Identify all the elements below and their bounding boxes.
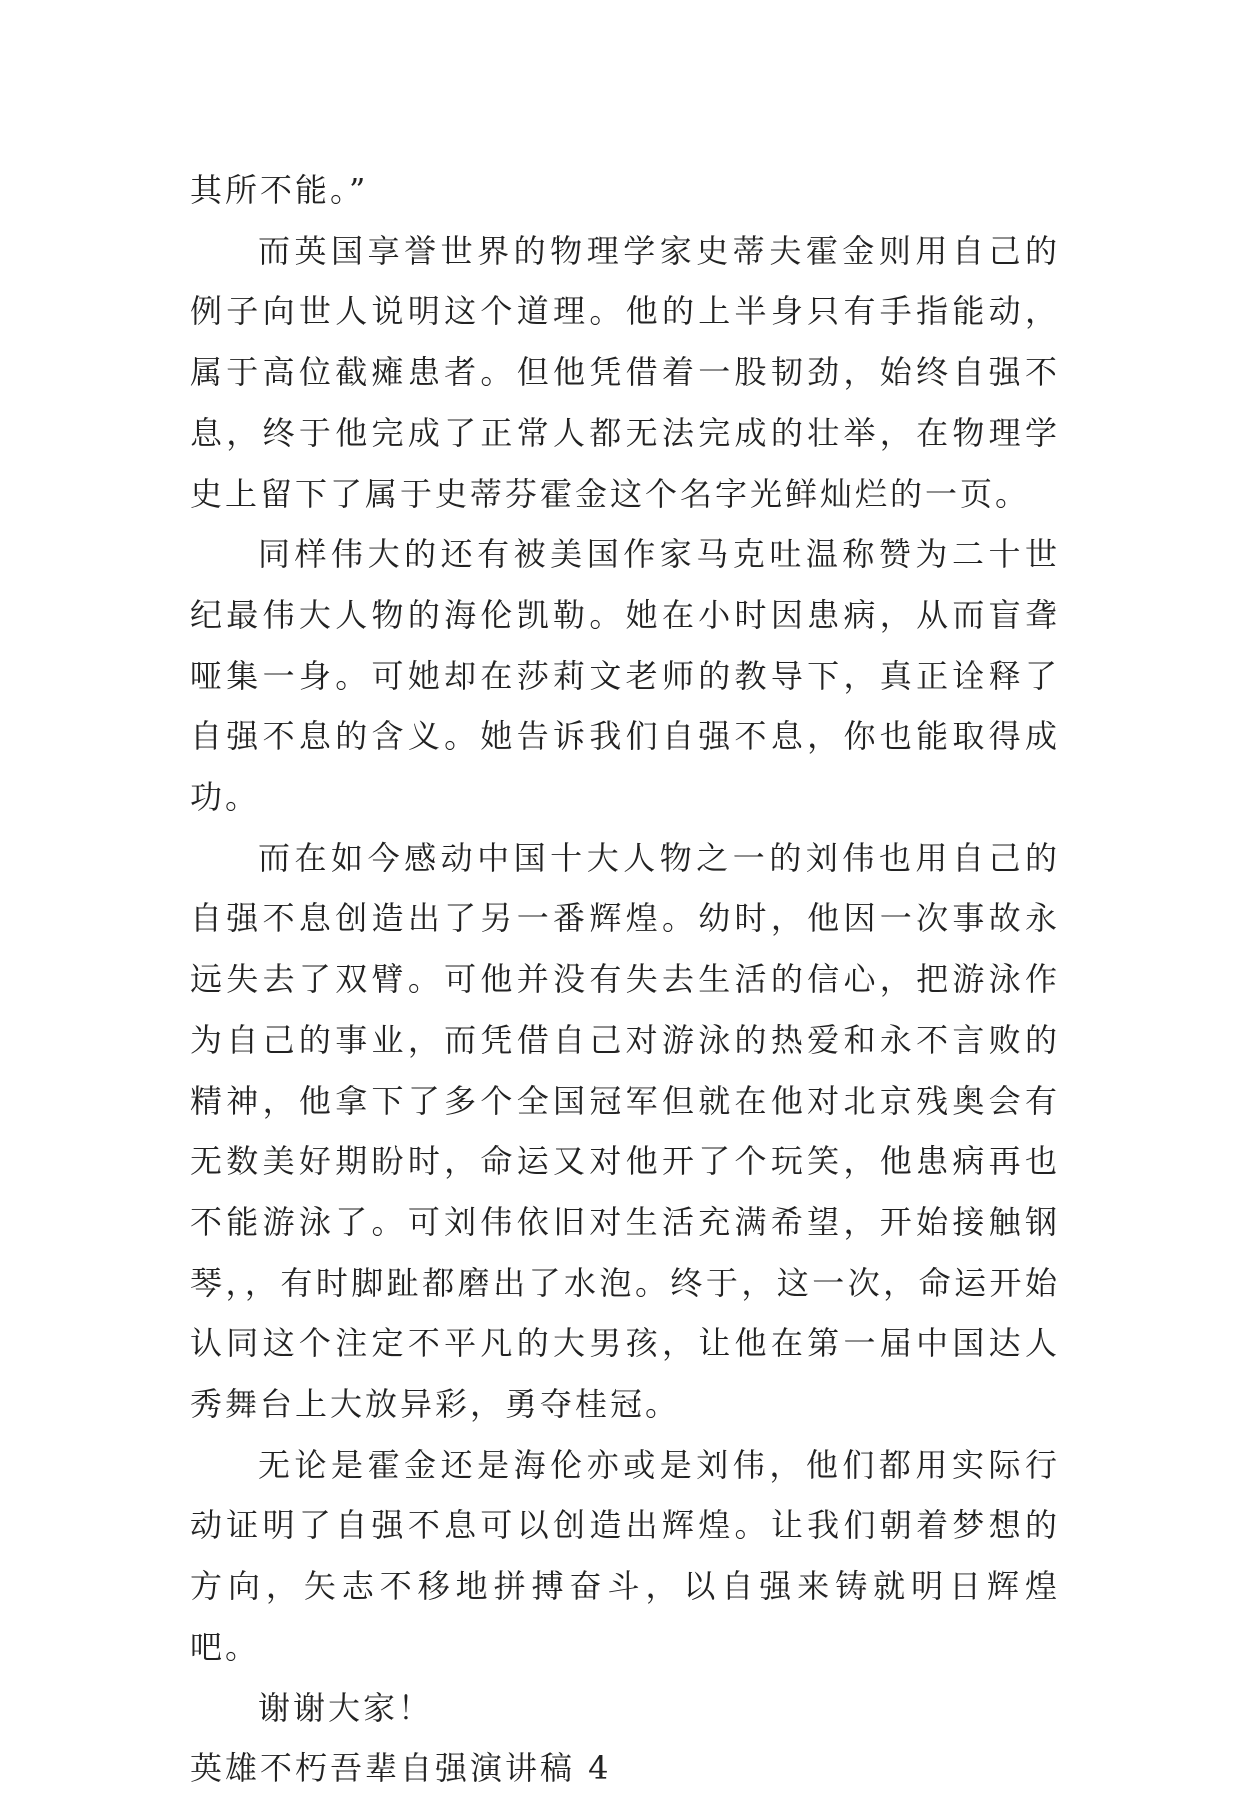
paragraph-helen-keller: 同样伟大的还有被美国作家马克吐温称赞为二十世纪最伟大人物的海伦凯勒。她在小时因患病，从而盲聋哑集一身。可她却在莎莉文老师的教导下，真正诠释了自强不息的含义。她告诉我们自强不息，你也能取得成功。 xyxy=(190,535,1060,817)
paragraph-thanks: 谢谢大家！ xyxy=(258,1688,434,1727)
paragraph-hawking: 而英国享誉世界的物理学家史蒂夫霍金则用自己的例子向世人说明这个道理。他的上半身只有手指能动，属于高位截瘫患者。但他凭借着一股韧劲，始终自强不息，终于他完成了正常人都无法完成的壮举，在物理学史上留下了属于史蒂芬霍金这个名字光鲜灿烂的一页。 xyxy=(190,231,1060,513)
paragraph-conclusion: 无论是霍金还是海伦亦或是刘伟，他们都用实际行动证明了自强不息可以创造出辉煌。让我们朝着梦想的方向，矢志不移地拼搏奋斗，以自强来铸就明日辉煌吧。 xyxy=(190,1445,1060,1666)
next-speech-title: 英雄不朽吾辈自强演讲稿 4 xyxy=(190,1749,612,1788)
paragraph-liu-wei: 而在如今感动中国十大人物之一的刘伟也用自己的自强不息创造出了另一番辉煌。幼时，他因一次事故永远失去了双臂。可他并没有失去生活的信心，把游泳作为自己的事业，而凭借自己对游泳的热爱和永不言败的精神，他拿下了多个全国冠军但就在他对北京残奥会有无数美好期盼时，命运又对他开了个玩笑，他患病再也不能游泳了。可刘伟依旧对生活充满希望，开始接触钢琴，，有时脚趾都磨出了水泡。终于，这一次，命运开始认同这个注定不平凡的大男孩，让他在第一届中国达人秀舞台上大放异彩，勇夺桂冠。 xyxy=(190,838,1060,1424)
document-body xyxy=(190,160,1060,1799)
paragraph-continuation: 其所不能。” xyxy=(190,171,369,209)
